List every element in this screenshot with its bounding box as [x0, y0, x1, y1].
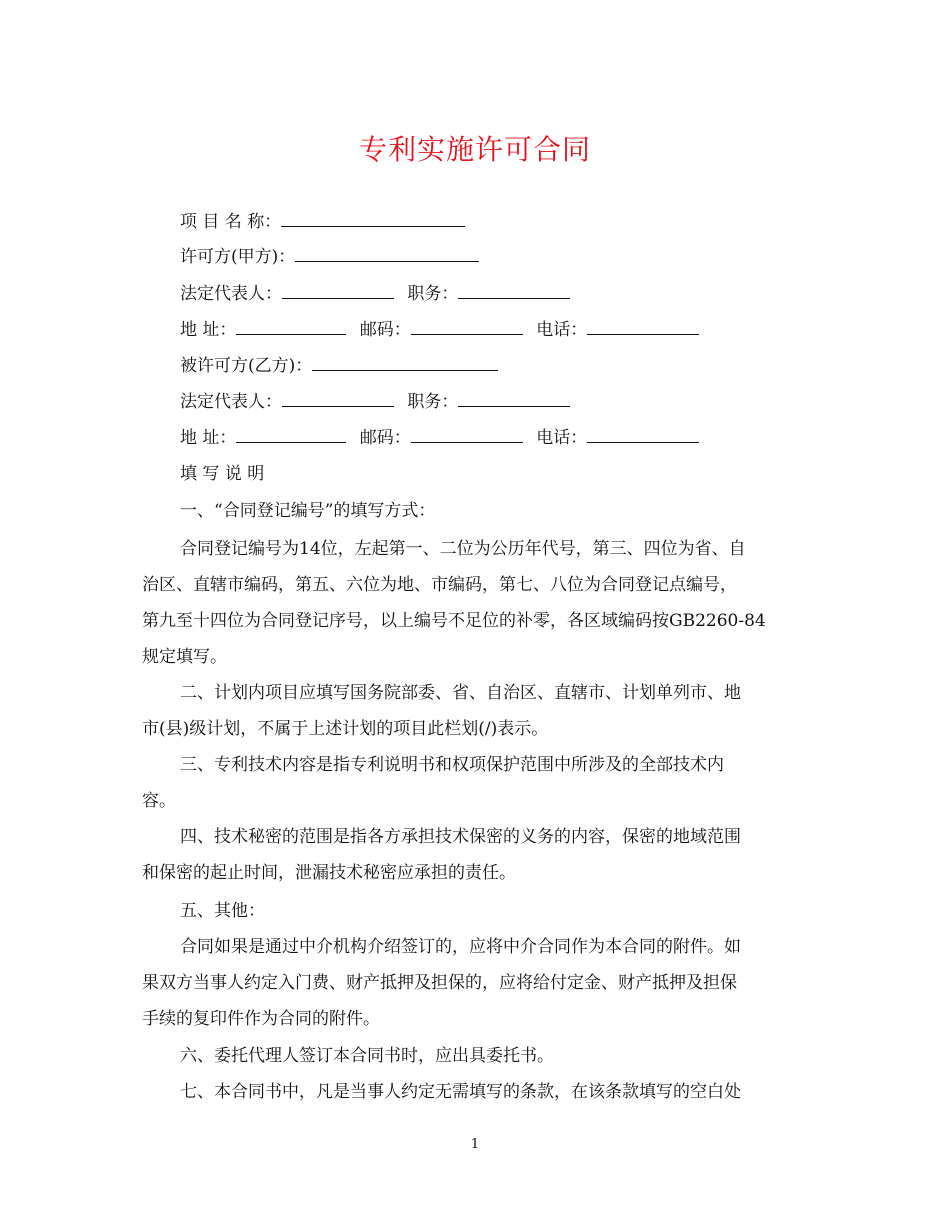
- instructions-heading: 填 写 说 明: [180, 464, 265, 484]
- section-4-line: 和保密的起止时间，泄漏技术秘密应承担的责任。: [142, 863, 516, 883]
- postcode-blank[interactable]: [411, 427, 523, 443]
- phone-label: 电话：: [536, 320, 588, 340]
- project-name-blank[interactable]: [281, 211, 465, 227]
- section-5-line: 手续的复印件作为合同的附件。: [142, 1009, 380, 1029]
- licensee-address-line: [180, 427, 699, 449]
- section-7-line: 七、本合同书中，凡是当事人约定无需填写的条款，在该条款填写的空白处: [180, 1082, 741, 1102]
- section-5-line: 合同如果是通过中介机构介绍签订的，应将中介合同作为本合同的附件。如: [180, 937, 741, 957]
- address-label: 地 址：: [180, 428, 237, 448]
- address-label: 地 址：: [180, 320, 237, 340]
- position-label: 职务：: [407, 392, 459, 412]
- position-blank[interactable]: [458, 283, 570, 299]
- address-blank[interactable]: [236, 319, 346, 335]
- section-2-line: 二、计划内项目应填写国务院部委、省、自治区、直辖市、计划单列市、地: [180, 683, 741, 703]
- phone-blank[interactable]: [587, 427, 699, 443]
- section-6-line: 六、委托代理人签订本合同书时，应出具委托书。: [180, 1046, 554, 1066]
- section-2-line: 市(县)级计划，不属于上述计划的项目此栏划(/)表示。: [142, 719, 549, 739]
- licensee-line: [180, 355, 498, 377]
- licensee-blank[interactable]: [312, 355, 498, 371]
- section-1-line: 规定填写。: [142, 647, 227, 667]
- section-4-line: 四、技术秘密的范围是指各方承担技术保密的义务的内容，保密的地域范围: [180, 827, 741, 847]
- position-blank[interactable]: [458, 391, 570, 407]
- position-label: 职务：: [407, 284, 459, 304]
- licensor-label: 许可方(甲方)：: [180, 247, 296, 267]
- licensor-address-line: [180, 319, 699, 341]
- postcode-blank[interactable]: [411, 319, 523, 335]
- licensee-label: 被许可方(乙方)：: [180, 356, 313, 376]
- section-1-line: 合同登记编号为14位，左起第一、二位为公历年代号，第三、四位为省、自: [180, 539, 746, 559]
- postcode-label: 邮码：: [359, 320, 411, 340]
- licensor-line: [180, 246, 479, 268]
- licensee-legal-rep-line: [180, 391, 570, 413]
- project-name-line: [180, 211, 465, 233]
- section-1-title: 一、“合同登记编号”的填写方式：: [180, 501, 436, 521]
- legal-rep-blank[interactable]: [282, 283, 394, 299]
- phone-blank[interactable]: [587, 319, 699, 335]
- legal-rep-blank[interactable]: [282, 391, 394, 407]
- section-5-title: 五、其他：: [180, 901, 265, 921]
- section-5-line: 果双方当事人约定入门费、财产抵押及担保的，应将给付定金、财产抵押及担保: [142, 973, 737, 993]
- section-3-line: 三、专利技术内容是指专利说明书和权项保护范围中所涉及的全部技术内: [180, 755, 724, 775]
- section-3-line: 容。: [142, 791, 176, 811]
- legal-rep-label: 法定代表人：: [180, 392, 282, 412]
- legal-rep-label: 法定代表人：: [180, 284, 282, 304]
- licensor-blank[interactable]: [295, 246, 479, 262]
- page-number: 1: [470, 1137, 480, 1152]
- section-1-line: 治区、直辖市编码，第五、六位为地、市编码，第七、八位为合同登记点编号，: [142, 575, 737, 595]
- project-name-label: 项 目 名 称：: [180, 212, 282, 232]
- phone-label: 电话：: [536, 428, 588, 448]
- licensor-legal-rep-line: [180, 283, 570, 305]
- postcode-label: 邮码：: [359, 428, 411, 448]
- address-blank[interactable]: [236, 427, 346, 443]
- document-title: 专利实施许可合同: [358, 133, 591, 166]
- section-1-line: 第九至十四位为合同登记序号，以上编号不足位的补零，各区域编码按GB2260-84: [142, 611, 766, 631]
